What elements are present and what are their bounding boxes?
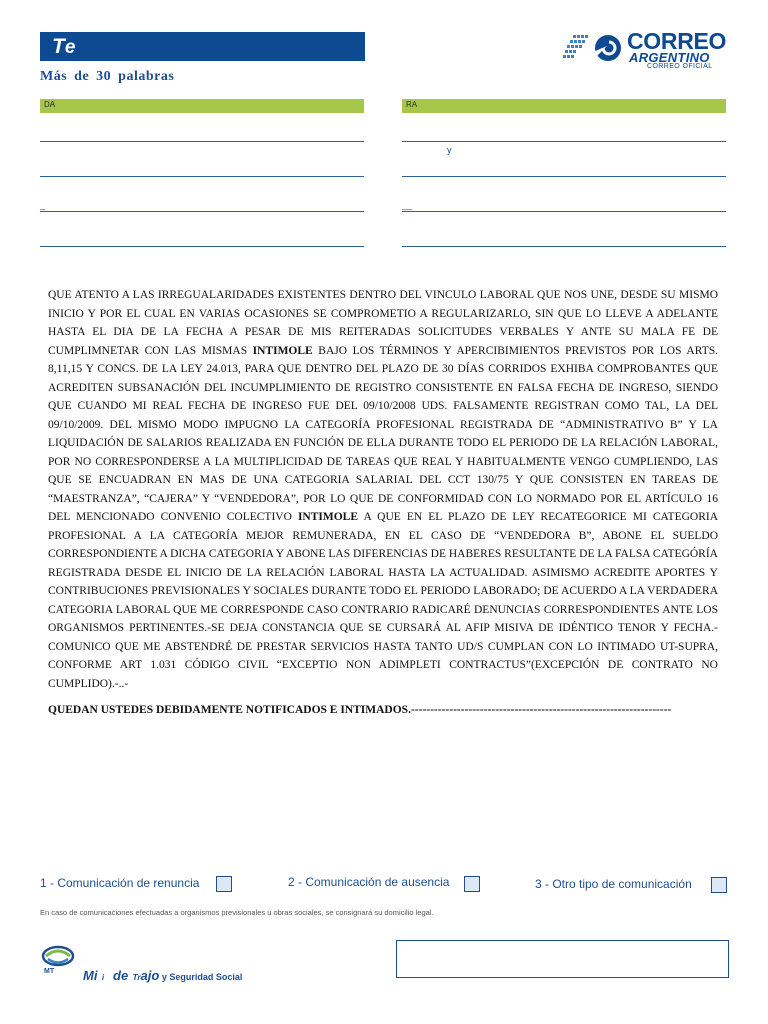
ministry-abbrev: MT <box>44 968 55 975</box>
recipient-field-mark: y <box>447 145 452 155</box>
recipient-field-line[interactable] <box>402 141 726 142</box>
option-ausencia <box>288 875 449 889</box>
body-segment: A QUE EN EL PLAZO DE LEY RECATEGORICE MI CATEGORIA PROFESIONAL A LA CATEGORÍA MEJOR REMUNERADA, EN EL CASO DE “VENDEDORA B”, ABONE EL SUELDO CORRESPONDIENTE A DICHA CATEGORIA Y ABONE LAS DIFERENCIAS DE HABERES RESULTANTE DE LA FALSA CATEGÓRÍA REGISTRADA DESDE EL INICIO DE LA RELACIÓN LABORAL HASTA LA ACTUALIDAD. ASIMISMO ACREDITE APORTES Y CONTRIBUCIONES PREVISIONALES Y SOCIALES DURANTE TODO EL PERIODO LABORADO; DE ACUERDO A LA VERDADERA CATEGORIA LABORAL QUE ME CORRESPONDE CASO CONTRARIO RADICARÉ DENUNCIAS CORRESPONDIENTES ANTE LOS ORGANISMOS PERTINENTES.-SE DEJA CONSTANCIA QUE SE CURSARÁ AL AFIP MISIVA DE IDÉNTICO TENOR Y FECHA.-COMUNICO QUE ME ABSTENDRÉ DE PRESTAR SERVICIOS HASTA TANTO UD/S CUMPLAN CON LO INTIMADO UT-SUPRA, CONFORME ART 1.031 CÓDIGO CIVIL “EXCEPTIO NON ADIMPLETI CONTRACTUS”(EXCEPCIÓN DE CONTRATO NO CUMPLIDO).-..- <box>48 511 719 690</box>
recipient-field-line[interactable] <box>402 176 726 177</box>
correo-argentino-logo <box>563 28 733 74</box>
recipient-field-line[interactable] <box>402 246 726 247</box>
closing-statement: QUEDAN USTEDES DEBIDAMENTE NOTIFICADOS E INTIMADOS.-------------------------------------------------------------------- <box>48 704 672 716</box>
otro-checkbox[interactable] <box>711 877 727 893</box>
option-label: 1 - Comunicación de renuncia <box>40 876 200 890</box>
body-bold-intimole: INTIMOLE <box>297 511 359 523</box>
sender-field-line[interactable] <box>40 246 364 247</box>
title-text: Te <box>52 35 76 58</box>
option-label: 2 - Comunicación de ausencia <box>288 875 450 889</box>
letter-body <box>48 286 718 693</box>
recipient-section-header <box>402 99 726 113</box>
ministry-emblem-icon <box>40 944 76 970</box>
recipient-section-label: RA <box>406 100 418 109</box>
ministry-fragment: ajo <box>140 968 160 983</box>
renuncia-checkbox[interactable] <box>216 876 232 892</box>
sender-section-header <box>40 99 364 113</box>
ministry-fragment: i <box>101 973 105 982</box>
logo-emblem-icon <box>563 32 625 66</box>
ministry-tail: y Seguridad Social <box>159 972 243 982</box>
subtitle: Más de 30 palabras <box>40 69 175 84</box>
body-segment: QUE ATENTO A LAS IRREGUALARIDADES EXISTENTES DENTRO DEL VINCULO LABORAL QUE NOS UNE, DESDE SU MISMO INICIO Y POR EL CUAL EN VARIAS OCASIONES SE COMPROMETIO A REGULARIZARLO, SIN QUE LO LLEVE A ADELANTE HASTA EL DIA DE LA FECHA A PESAR DE MIS REITERADAS SOLICITUDES VERBALES Y ANTE SU MALA FE DE CUMPLIMNETAR CON LAS MISMAS <box>48 289 718 357</box>
option-renuncia <box>40 876 199 890</box>
logo-text-argentino: ARGENTINO <box>629 50 710 65</box>
logo-text-oficial: CORREO OFICIAL <box>647 63 713 70</box>
body-segment: BAJO LOS TÉRMINOS Y APERCIBIMIENTOS PREVISTOS POR LOS ARTS. 8,11,15 Y CONCS. DE LA LEY 24.013, PARA QUE DENTRO DEL PLAZO DE 30 DÍAS CORRIDOS EXHIBA COMPROBANTES QUE ACREDITEN SUBSANACIÓN DEL INCUMPLIMIENTO DE REGISTRO CONSISTENTE EN FALSA FECHA DE INGRESO, SIENDO QUE CUANDO MI REAL FECHA DE INGRESO FUE DEL 09/10/2008 UDS. FALSAMENTE REGISTRAN COMO TAL, LA DEL 09/10/2009. DEL MISMO MODO IMPUGNO LA CATEGORÍA PROFESIONAL REGISTRADA DE “ADMINISTRATIVO B” Y LA LIQUIDACIÓN DE SALARIOS REALIZADA EN FUNCIÓN DE ELLA DURANTE TODO EL PERIODO DE LA RELACIÓN LABORAL, POR NO CORRESPONDERSE A LA MULTIPLICIDAD DE TAREAS QUE REAL Y HABITUALMENTE VENGO CUMPLIENDO, LAS QUE SE ENCUADRAN EN MAS DE UNA CATEGORIA SALARIAL DEL CCT 130/75 Y QUE CONSISTEN EN TAREAS DE “MAESTRANZA”, “CAJERA” Y “VENDEDORA”, POR LO QUE DE CONFORMIDAD CON LO NORMADO POR EL ARTÍCULO 16 DEL MENCIONADO CONVENIO COLECTIVO <box>48 344 718 523</box>
sender-section-label: DA <box>44 100 56 109</box>
ministry-fragment: Mi <box>83 968 98 983</box>
sender-field-mark: _ <box>40 200 46 210</box>
recipient-field-line[interactable] <box>402 211 726 212</box>
ministry-fragment: e <box>120 968 129 983</box>
signature-box[interactable] <box>396 940 729 978</box>
ministry-fragment: d <box>113 968 121 983</box>
recipient-field-dash: __ <box>402 200 413 210</box>
ministry-fragment: Tr <box>132 973 141 982</box>
ministry-name <box>83 967 242 985</box>
option-label: 3 - Otro tipo de comunicación <box>535 877 692 891</box>
logo-text-correo: CORREO <box>627 28 727 54</box>
sender-field-line[interactable] <box>40 211 364 212</box>
sender-field-line[interactable] <box>40 176 364 177</box>
option-otro <box>535 877 692 891</box>
ausencia-checkbox[interactable] <box>464 876 480 892</box>
title-bar <box>40 32 365 61</box>
sender-field-line[interactable] <box>40 141 364 142</box>
footnote: En caso de comunicaciones efectuadas a organismos previsionales u obras sociales, se consignará su domicilio legal. <box>40 908 434 917</box>
body-bold-intimole: INTIMOLE <box>252 344 313 357</box>
